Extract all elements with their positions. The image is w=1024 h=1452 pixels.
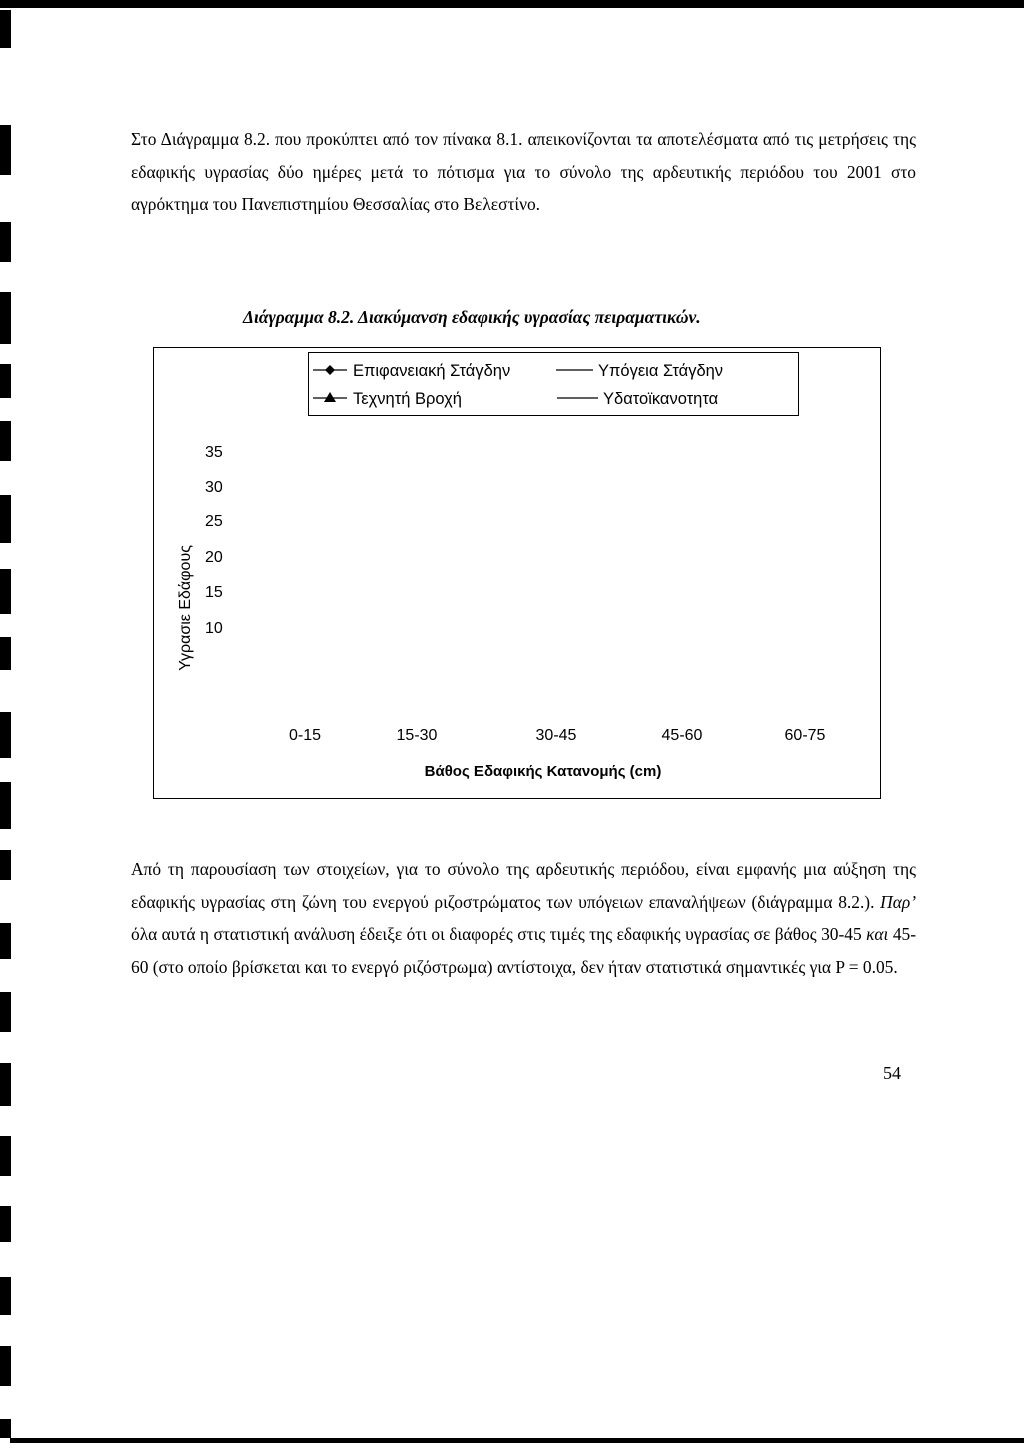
y-tick-label: 35 [205,444,223,461]
discussion-paragraph [131,853,916,983]
page-top-edge [0,0,1024,8]
y-tick-label: 15 [205,584,223,601]
x-axis-label: Βάθος Εδαφικής Κατανομής (cm) [424,763,662,780]
legend-label-surface-drip: Επιφανειακή Στάγδην [353,362,511,380]
chart-legend [308,352,799,416]
legend-label-subsurface-drip: Υπόγεια Στάγδην [598,362,724,380]
legend-label-field-capacity: Υδατοϊκανοτητα [603,390,719,408]
intro-paragraph: Στο Διάγραμμα 8.2. που προκύπτει από τον πίνακα 8.1. απεικονίζονται τα αποτελέσματα από τις μετρήσεις της εδαφικής υγρασίας δύο ημέρες μετά το πότισμα για το σύνολο της αρδευτικής περιόδου του 2001 στο αγρόκτημα του Πανεπιστημίου Θεσσαλίας στο Βελεστίνο. [131,129,916,214]
x-tick-label: 15-30 [396,727,438,744]
page-number: 54 [883,1063,901,1083]
page-bottom-edge [10,1438,1024,1443]
x-tick-label: 45-60 [661,727,703,744]
discussion-text: όλα αυτά η στατιστική ανάλυση έδειξε ότι οι διαφορές στις τιμές της εδαφικής υγρασίας σε βάθος 30-45 [131,924,867,944]
x-tick-label: 0-15 [288,727,322,744]
x-tick-label: 30-45 [535,727,577,744]
x-tick-label: 60-75 [784,727,826,744]
discussion-text-italic: και [866,924,889,944]
figure-caption: Διάγραμμα 8.2. Διακύμανση εδαφικής υγρασίας πειραματικών. [243,307,701,327]
discussion-text: 45-60 (στο οποίο βρίσκεται και το ενεργό ριζόστρωμα) αντίστοιχα, δεν ήταν στατιστικά σημαντικές για P = 0.05. [131,924,917,977]
y-tick-label: 10 [205,620,223,637]
discussion-text-italic: Παρ’ [880,891,916,912]
y-tick-label: 20 [205,549,223,566]
y-tick-label: 30 [205,479,223,496]
discussion-text: Από τη παρουσίαση των στοιχείων, για το σύνολο της αρδευτικής περιόδου, είναι εμφανής μια αύξηση της εδαφικής υγρασίας στη ζώνη του ενεργού ριζοστρώματος των υπόγειων επαναλήψεων (διάγραμμα 8.2.). [131,859,916,912]
y-axis-label: Υγρασιε Εδάφους [177,545,194,671]
y-tick-label: 25 [205,513,223,530]
legend-label-sprinkler: Τεχνητή Βροχή [353,390,462,408]
